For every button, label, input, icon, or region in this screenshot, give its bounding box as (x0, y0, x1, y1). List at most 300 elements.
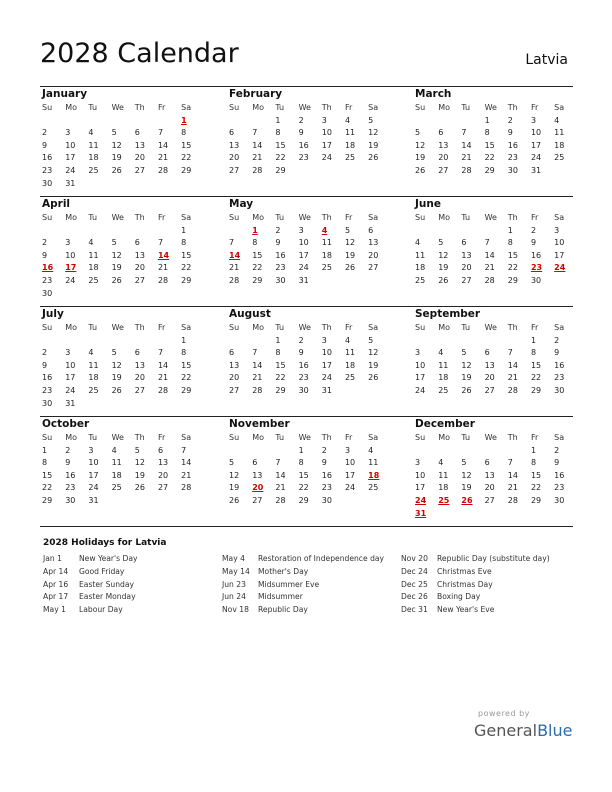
empty-day (483, 445, 506, 458)
calendar-day: 28 (252, 385, 263, 395)
calendar-day: 16 (65, 470, 76, 480)
holiday-date: Jun 23 (222, 579, 246, 589)
empty-day (133, 335, 156, 348)
month-november (227, 416, 413, 527)
calendar-day: 21 (157, 263, 169, 273)
month-name: April (42, 198, 71, 210)
calendar-day: 9 (530, 238, 537, 248)
weekday-header: Sa (368, 323, 379, 332)
calendar-day: 19 (111, 373, 122, 383)
calendar-day: 27 (252, 495, 263, 505)
weekday-header: Tu (461, 433, 471, 442)
calendar-day: 5 (368, 335, 374, 345)
calendar-day: 4 (438, 458, 444, 468)
calendar-day: 27 (134, 165, 145, 175)
calendar-day: 30 (275, 275, 286, 285)
calendar-day: 26 (368, 373, 379, 383)
calendar-day: 16 (298, 140, 309, 150)
calendar-day: 17 (88, 470, 99, 480)
holiday-date: Apr 14 (43, 566, 69, 576)
calendar-day: 2 (298, 115, 304, 125)
calendar-day: 27 (229, 165, 240, 175)
month-name: January (42, 88, 88, 100)
day-grid (227, 102, 413, 178)
calendar-day: 14 (252, 360, 263, 370)
weekday-header: Fr (530, 323, 539, 332)
calendar-day: 2 (554, 335, 560, 345)
powered-by-text: powered by (478, 709, 530, 718)
calendar-day: 25 (554, 153, 565, 163)
calendar-day: 15 (181, 360, 192, 370)
weekday-header: We (111, 213, 124, 222)
calendar-day: 14 (275, 470, 286, 480)
weekday-header: Su (42, 213, 53, 222)
calendar-day: 19 (134, 470, 145, 480)
calendar-day: 22 (530, 483, 542, 493)
holiday-day: 14 (229, 250, 241, 260)
calendar-day: 19 (438, 263, 449, 273)
weekday-header: Su (415, 323, 426, 332)
weekday-header: Th (134, 323, 145, 332)
calendar-day: 14 (157, 140, 169, 150)
calendar-day: 8 (275, 348, 281, 358)
calendar-day: 28 (484, 275, 495, 285)
calendar-day: 28 (181, 483, 192, 493)
calendar-day: 10 (530, 128, 542, 138)
calendar-day: 10 (344, 458, 356, 468)
calendar-day: 19 (415, 153, 426, 163)
holiday-day: 20 (252, 483, 264, 493)
calendar-day: 12 (368, 128, 379, 138)
calendar-day: 3 (321, 115, 327, 125)
calendar-day: 2 (530, 225, 537, 235)
weekday-header: We (298, 103, 311, 112)
month-february (227, 86, 413, 196)
month-march (413, 86, 573, 196)
holiday-date: Nov 20 (401, 554, 428, 563)
calendar-day: 21 (181, 470, 192, 480)
calendar-day: 18 (344, 140, 356, 150)
calendar-day: 7 (252, 128, 258, 138)
calendar-day: 17 (554, 250, 565, 260)
weekday-header: Mo (438, 323, 450, 332)
calendar-day: 30 (507, 165, 518, 175)
calendar-day: 6 (134, 238, 140, 248)
calendar-day: 8 (298, 458, 304, 468)
calendar-day: 30 (42, 288, 53, 298)
weekday-header: Su (229, 103, 240, 112)
day-grid (227, 322, 413, 398)
calendar-day: 24 (298, 263, 309, 273)
empty-day (436, 115, 459, 128)
calendar-day: 23 (298, 373, 309, 383)
calendar-day: 23 (42, 275, 53, 285)
calendar-day: 9 (554, 348, 560, 358)
calendar-day: 15 (181, 250, 192, 260)
holiday-day: 4 (321, 225, 328, 235)
weekday-header: Tu (275, 213, 285, 222)
weekday-header: Tu (275, 323, 285, 332)
calendar-day: 1 (507, 225, 513, 235)
calendar-day: 11 (438, 470, 449, 480)
month-october (40, 416, 227, 527)
weekday-header: Mo (65, 213, 77, 222)
calendar-day: 21 (507, 483, 518, 493)
weekday-header: Th (507, 103, 518, 112)
calendar-day: 28 (157, 385, 169, 395)
weekday-header: Th (321, 433, 332, 442)
calendar-day: 15 (275, 360, 286, 370)
weekday-header: Su (415, 103, 426, 112)
empty-day (273, 445, 296, 458)
calendar-day: 3 (321, 335, 327, 345)
calendar-day: 4 (344, 115, 351, 125)
calendar-day: 13 (252, 470, 263, 480)
calendar-day: 11 (415, 250, 426, 260)
calendar-day: 7 (157, 128, 164, 138)
calendar-day: 3 (344, 445, 351, 455)
calendar-day: 27 (461, 275, 472, 285)
calendar-day: 28 (507, 495, 518, 505)
empty-day (133, 115, 156, 128)
holiday-entry (222, 566, 384, 579)
calendar-day: 11 (368, 458, 379, 468)
weekday-header: Sa (554, 213, 565, 222)
calendar-day: 4 (554, 115, 560, 125)
empty-day (413, 225, 436, 238)
empty-day (156, 225, 179, 238)
calendar-day: 15 (530, 470, 542, 480)
month-january (40, 86, 227, 196)
calendar-day: 7 (275, 458, 281, 468)
calendar-day: 9 (42, 250, 48, 260)
holiday-date: Dec 31 (401, 605, 428, 615)
calendar-day: 7 (157, 348, 164, 358)
weekday-header: Th (134, 433, 145, 442)
calendar-day: 10 (88, 458, 99, 468)
calendar-day: 12 (111, 250, 122, 260)
calendar-day: 17 (65, 373, 76, 383)
calendar-day: 29 (507, 275, 518, 285)
weekday-header: Su (229, 213, 240, 222)
calendar-day: 29 (298, 495, 309, 505)
calendar-day: 10 (298, 238, 309, 248)
weekday-header: Su (42, 103, 53, 112)
empty-day (459, 335, 482, 348)
empty-day (40, 225, 63, 238)
calendar-day: 16 (321, 470, 332, 480)
calendar-day: 3 (298, 225, 304, 235)
holiday-name: Midsummer (258, 592, 303, 602)
day-grid (413, 212, 573, 288)
calendar-day: 20 (484, 373, 495, 383)
calendar-day: 11 (438, 360, 449, 370)
calendar-day: 19 (229, 483, 240, 493)
calendar-day: 1 (298, 445, 304, 455)
calendar-day: 24 (321, 373, 332, 383)
calendar-day: 22 (484, 153, 495, 163)
holiday-day: 16 (42, 263, 54, 273)
month-name: May (229, 198, 254, 210)
calendar-day: 17 (415, 373, 426, 383)
calendar-day: 15 (275, 140, 286, 150)
calendar-day: 27 (157, 483, 169, 493)
holiday-name: Easter Monday (79, 592, 136, 602)
calendar-day: 18 (88, 373, 99, 383)
calendar-day: 17 (344, 470, 356, 480)
calendar-day: 28 (157, 165, 169, 175)
calendar-day: 9 (507, 128, 513, 138)
day-grid (413, 432, 573, 520)
calendar-day: 20 (157, 470, 169, 480)
holiday-entry (43, 591, 138, 604)
empty-day (86, 225, 109, 238)
holidays-title: 2028 Holidays for Latvia (43, 538, 167, 548)
calendar-day: 12 (111, 140, 122, 150)
empty-day (63, 225, 86, 238)
weekday-header: Mo (252, 323, 264, 332)
calendar-day: 19 (461, 483, 472, 493)
month-name: March (415, 88, 452, 100)
calendar-day: 22 (181, 153, 192, 163)
calendar-day: 9 (298, 128, 304, 138)
calendar-day: 31 (88, 495, 99, 505)
calendar-day: 15 (181, 140, 192, 150)
calendar-day: 14 (507, 470, 518, 480)
weekday-header: Mo (65, 103, 77, 112)
weekday-header: Tu (88, 213, 98, 222)
holiday-name: Mother's Day (258, 566, 309, 576)
calendar-day: 24 (65, 385, 76, 395)
calendar-day: 4 (88, 348, 94, 358)
weekday-header: Sa (368, 103, 379, 112)
calendar-day: 11 (344, 128, 356, 138)
calendar-day: 15 (298, 470, 309, 480)
calendar-day: 16 (507, 140, 518, 150)
calendar-day: 25 (111, 483, 122, 493)
empty-day (459, 445, 482, 458)
calendar-day: 29 (252, 275, 263, 285)
weekday-header: Th (507, 323, 518, 332)
calendar-day: 12 (461, 360, 472, 370)
weekday-header: Sa (554, 323, 565, 332)
weekday-header: Sa (368, 433, 379, 442)
month-june (413, 196, 573, 306)
day-grid (227, 212, 413, 288)
calendar-day: 23 (554, 373, 565, 383)
weekday-header: Fr (530, 433, 539, 442)
calendar-day: 29 (530, 495, 542, 505)
calendar-day: 7 (507, 348, 513, 358)
calendar-day: 6 (229, 128, 235, 138)
calendar-day: 14 (461, 140, 472, 150)
empty-day (40, 115, 63, 128)
month-may (227, 196, 413, 306)
calendar-day: 11 (88, 140, 99, 150)
calendar-day: 13 (157, 458, 169, 468)
calendar-day: 25 (88, 165, 99, 175)
calendar-day: 12 (461, 470, 472, 480)
empty-day (110, 225, 133, 238)
calendar-day: 18 (415, 263, 426, 273)
weekday-header: Su (42, 323, 53, 332)
calendar-day: 27 (484, 385, 495, 395)
day-grid (227, 432, 413, 508)
calendar-day: 19 (368, 360, 379, 370)
calendar-day: 1 (275, 335, 281, 345)
weekday-header: We (111, 103, 124, 112)
calendar-day: 23 (42, 385, 53, 395)
calendar-day: 24 (65, 275, 76, 285)
calendar-day: 22 (181, 373, 192, 383)
holiday-day: 17 (65, 263, 77, 273)
calendar-day: 9 (298, 348, 304, 358)
weekday-header: Mo (438, 103, 450, 112)
calendar-day: 2 (42, 128, 48, 138)
weekday-header: We (484, 433, 497, 442)
calendar-day: 29 (42, 495, 53, 505)
calendar-day: 22 (181, 263, 192, 273)
month-april (40, 196, 227, 306)
weekday-header: Th (134, 103, 145, 112)
weekday-header: We (484, 323, 497, 332)
empty-day (436, 445, 459, 458)
calendar-day: 4 (88, 238, 94, 248)
calendar-day: 23 (42, 165, 53, 175)
empty-day (436, 225, 459, 238)
calendar-day: 24 (321, 153, 332, 163)
empty-day (110, 335, 133, 348)
calendar-grid (40, 86, 573, 527)
empty-day (156, 115, 179, 128)
weekday-header: Mo (438, 213, 450, 222)
calendar-day: 17 (298, 250, 309, 260)
calendar-day: 6 (252, 458, 258, 468)
calendar-day: 22 (275, 373, 286, 383)
calendar-day: 13 (484, 360, 495, 370)
calendar-day: 23 (321, 483, 332, 493)
calendar-day: 22 (298, 483, 309, 493)
calendar-day: 25 (321, 263, 332, 273)
calendar-day: 24 (415, 385, 426, 395)
calendar-day: 18 (321, 250, 332, 260)
weekday-header: We (111, 323, 124, 332)
calendar-day: 12 (134, 458, 145, 468)
holiday-date: Nov 18 (222, 605, 249, 615)
generalblue-logo[interactable] (474, 721, 572, 740)
calendar-day: 5 (368, 115, 374, 125)
calendar-day: 8 (252, 238, 258, 248)
calendar-day: 26 (111, 165, 122, 175)
weekday-header: Tu (275, 103, 285, 112)
month-name: October (42, 418, 90, 430)
weekday-header: Sa (181, 433, 192, 442)
calendar-day: 11 (344, 348, 356, 358)
weekday-header: Fr (344, 103, 353, 112)
calendar-day: 25 (438, 385, 449, 395)
calendar-day: 6 (134, 128, 140, 138)
month-name: June (415, 198, 441, 210)
empty-day (413, 445, 436, 458)
calendar-day: 6 (438, 128, 444, 138)
calendar-day: 14 (484, 250, 495, 260)
calendar-day: 25 (368, 483, 379, 493)
holiday-entry (43, 566, 138, 579)
calendar-day: 21 (484, 263, 495, 273)
calendar-day: 5 (111, 238, 117, 248)
calendar-day: 8 (275, 128, 281, 138)
calendar-day: 1 (530, 445, 537, 455)
weekday-header: Fr (344, 433, 353, 442)
month-august (227, 306, 413, 416)
calendar-day: 28 (157, 275, 169, 285)
weekday-header: Sa (181, 323, 192, 332)
weekday-header: Mo (252, 103, 264, 112)
month-name: December (415, 418, 475, 430)
weekday-header: Mo (65, 323, 77, 332)
holiday-day: 25 (438, 495, 450, 505)
weekday-header: We (111, 433, 124, 442)
weekday-header: We (298, 433, 311, 442)
calendar-day: 12 (368, 348, 379, 358)
empty-day (436, 335, 459, 348)
calendar-day: 14 (181, 458, 192, 468)
calendar-day: 21 (252, 373, 263, 383)
holiday-date: Dec 25 (401, 579, 428, 589)
calendar-day: 9 (42, 360, 48, 370)
calendar-day: 21 (157, 373, 169, 383)
holiday-entry (222, 591, 384, 604)
day-grid (40, 212, 227, 300)
calendar-day: 2 (321, 445, 327, 455)
day-grid (413, 322, 573, 398)
calendar-day: 28 (507, 385, 518, 395)
calendar-day: 26 (461, 385, 472, 395)
weekday-header: Fr (344, 323, 353, 332)
calendar-day: 10 (65, 360, 76, 370)
calendar-day: 2 (42, 348, 48, 358)
month-name: February (229, 88, 283, 100)
calendar-day: 16 (42, 373, 53, 383)
weekday-header: Fr (157, 433, 166, 442)
calendar-day: 18 (554, 140, 565, 150)
calendar-day: 17 (65, 153, 76, 163)
calendar-day: 10 (415, 470, 426, 480)
calendar-day: 11 (321, 238, 332, 248)
weekday-header: We (298, 323, 311, 332)
weekday-header: We (484, 103, 497, 112)
calendar-day: 21 (229, 263, 240, 273)
calendar-day: 5 (438, 238, 444, 248)
calendar-day: 3 (554, 225, 560, 235)
calendar-day: 8 (181, 128, 187, 138)
weekday-header: Mo (438, 433, 450, 442)
calendar-day: 13 (134, 250, 145, 260)
weekday-header: Fr (530, 103, 539, 112)
weekday-header: Tu (275, 433, 285, 442)
calendar-day: 13 (229, 140, 240, 150)
month-name: July (42, 308, 64, 320)
calendar-day: 26 (344, 263, 356, 273)
weekday-header: Sa (181, 103, 192, 112)
calendar-day: 6 (484, 458, 490, 468)
calendar-day: 18 (438, 483, 449, 493)
weekday-header: Fr (157, 213, 166, 222)
calendar-day: 4 (88, 128, 94, 138)
weekday-header: We (298, 213, 311, 222)
calendar-day: 29 (275, 385, 286, 395)
month-july (40, 306, 227, 416)
